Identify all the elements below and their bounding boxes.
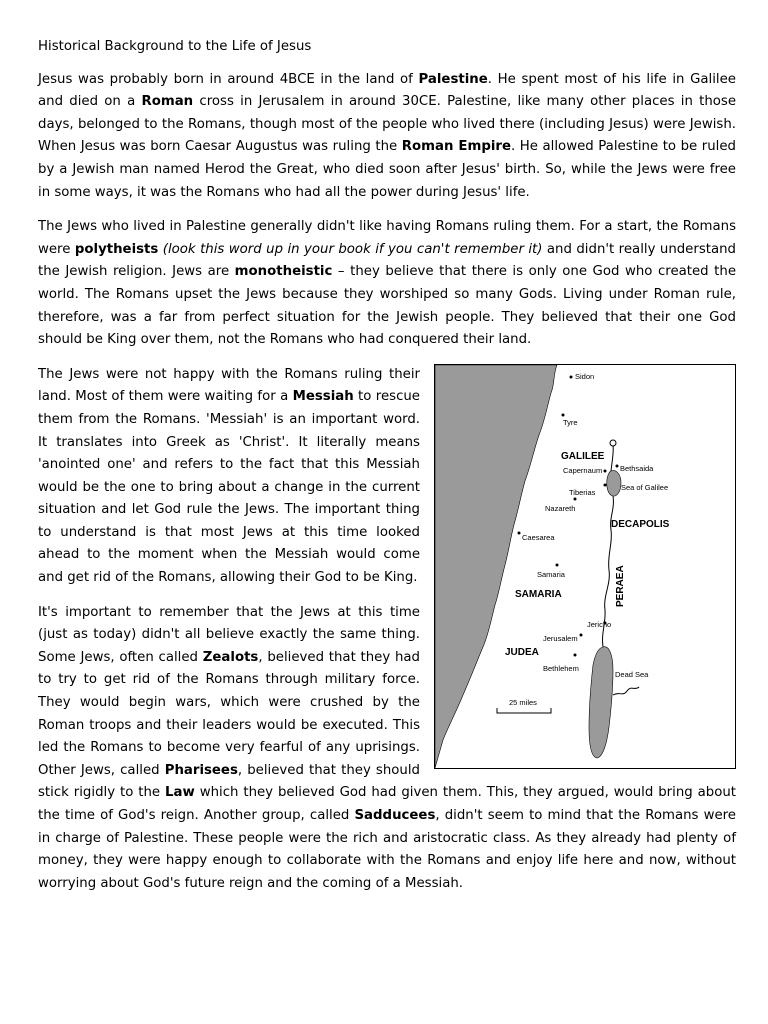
p3-bold-messiah: Messiah	[292, 389, 354, 405]
document-title: Historical Background to the Life of Jesus	[38, 39, 312, 54]
paragraph-2	[38, 216, 736, 352]
p2-text-1: The Jews who lived in Palestine generally didn't like having Romans ruling them. For a start, the Romans were	[38, 219, 736, 257]
p1-bold-roman-empire: Roman Empire	[401, 139, 511, 155]
paragraph-1	[38, 69, 736, 205]
p3-text-2: to rescue them from the Romans. 'Messiah' is an important word. It translates into Greek as 'Christ'. It literally means 'anointed one' and refers to the fact that this Messiah would be the one to bring about a change in the current situation and let God rule the Jews. The important thing to understand is that most Jews at this time looked ahead to the moment when the Messiah would come and get rid of the Romans, allowing their God to be King.	[38, 389, 420, 586]
dot-bethlehem	[574, 653, 577, 656]
label-jerusalem: Jerusalem	[543, 633, 578, 643]
region-judea: JUDEA	[505, 646, 539, 658]
region-perea: PERAEA	[615, 565, 626, 607]
label-samaria-town: Samaria	[537, 569, 565, 579]
label-caesarea: Caesarea	[522, 532, 555, 542]
p4-text-4: which they believed God had given them. This, they argued, would bring about the time of God's reign. Another group, called	[38, 785, 737, 823]
p1-text-3: cross in Jerusalem in around 30CE. Palestine, like many other places in those days, belonged to the Romans, though most of the people who lived there (including Jesus) were Jewish. When Jesus was born Caesar Augustus was ruling the	[38, 94, 737, 155]
p3-text-1: The Jews were not happy with the Romans ruling their land. Most of them were waiting for a	[38, 366, 420, 405]
region-galilee: GALILEE	[561, 450, 605, 462]
dot-tiberias	[604, 483, 607, 486]
palestine-map	[434, 364, 736, 769]
label-capernaum: Capernaum	[563, 465, 603, 475]
p4-text-5: , didn't seem to mind that the Romans were in charge of Palestine. These people were the rich and aristocratic class. As they already had plenty of money, they were happy enough to collaborate with the Romans and enjoy life here and now, without worrying about God's future reign and the coming of a Messiah.	[38, 808, 736, 891]
label-dead-sea: Dead Sea	[615, 669, 649, 679]
p1-text-1: Jesus was probably born in around 4BCE in the land of	[38, 71, 419, 87]
document-page	[38, 36, 736, 907]
p4-bold-zealots: Zealots	[202, 649, 259, 665]
dot-tyre	[562, 413, 565, 416]
label-tyre: Tyre	[563, 417, 578, 427]
dot-capernaum	[604, 469, 607, 472]
label-jericho: Jericho	[587, 619, 612, 629]
p4-bold-pharisees: Pharisees	[164, 762, 238, 778]
label-nazareth: Nazareth	[545, 503, 576, 513]
dot-samaria	[556, 563, 559, 566]
p4-text-2: , believed that they had to try to get rid of the Romans through military force. They would begin wars, which were crushed by the Roman troops and their leaders would be executed. This led the Romans to become very fearful of any uprisings. Other Jews, called	[38, 649, 421, 778]
scale-label: 25 miles	[509, 697, 537, 707]
dot-sidon	[570, 375, 573, 378]
p1-text-2: . He spent most of his life in Galilee and died on a	[38, 71, 736, 110]
sea-of-galilee	[607, 470, 621, 495]
p2-bold-polytheists: polytheists	[74, 241, 159, 257]
p2-text-3: – they believe that there is only one God who created the world. The Romans upset the Jews because they worshiped so many Gods. Living under Roman rule, therefore, was a far from perfect situation for the Jewish people. They believed that their one God should be King over them, not the Romans who had conquered their land.	[38, 264, 736, 348]
mediterranean-sea	[435, 365, 557, 768]
dot-bethsaida	[616, 464, 619, 467]
label-tiberias: Tiberias	[569, 487, 596, 497]
p1-text-4: . He allowed Palestine to be ruled by a Jewish man named Herod the Great, who died soon after Jesus' birth. So, while the Jews were free in some ways, it was the Romans who had all the power during Jesus' life.	[38, 139, 736, 200]
p2-italic-note: (look this word up in your book if you can't remember it)	[158, 241, 543, 257]
arnon-stream	[613, 687, 639, 695]
label-bethsaida: Bethsaida	[620, 463, 654, 473]
p2-bold-monotheistic: monotheistic	[234, 264, 333, 280]
p4-bold-law: Law	[165, 785, 195, 801]
p2-text-2: and didn't really understand the Jewish religion. Jews are	[38, 241, 736, 280]
p1-bold-palestine: Palestine	[418, 71, 488, 87]
p4-text-1: It's important to remember that the Jews at this time (just as today) didn't all believe exactly the same thing. Some Jews, often called	[38, 604, 420, 665]
label-sea-of-galilee: Sea of Galilee	[621, 482, 669, 492]
label-sidon: Sidon	[575, 371, 595, 381]
label-bethlehem: Bethlehem	[543, 663, 579, 673]
region-decapolis: DECAPOLIS	[611, 518, 670, 530]
map-svg	[435, 365, 735, 768]
p4-bold-sadducees: Sadducees	[354, 808, 436, 823]
dot-jerusalem	[580, 633, 583, 636]
jordan-source-marker	[610, 440, 616, 446]
scale-bar	[497, 708, 551, 713]
dot-nazareth	[574, 497, 577, 500]
p1-bold-roman: Roman	[141, 94, 194, 110]
dot-caesarea	[518, 531, 521, 534]
p4-text-3: , believed that they should stick rigidly to the	[38, 762, 420, 801]
dead-sea	[589, 646, 613, 757]
region-samaria: SAMARIA	[515, 588, 562, 600]
